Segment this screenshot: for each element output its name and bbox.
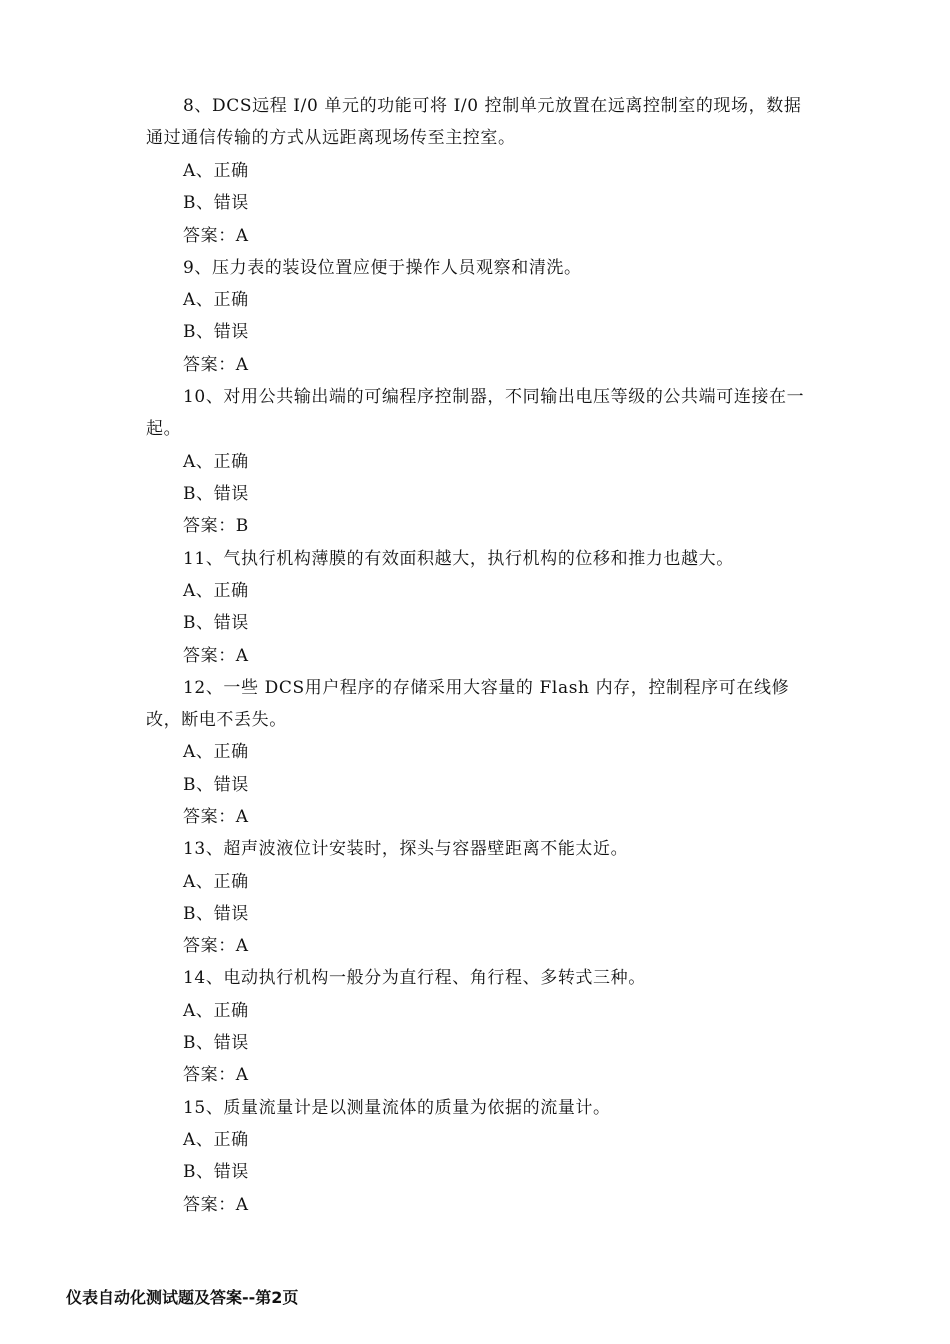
question-8-option-a: A、正确 [183,161,249,181]
question-11-answer: 答案：A [183,646,249,666]
question-9-text: 9、压力表的装设位置应便于操作人员观察和清洗。 [183,258,582,278]
question-12-text: 12、一些 DCS用户程序的存储采用大容量的 Flash 内存，控制程序可在线修改，断电不丢失。 [146,678,790,731]
question-12-option-a: A、正确 [183,742,249,762]
question-9-option-b: B、错误 [183,322,249,342]
question-11-text: 11、气执行机构薄膜的有效面积越大，执行机构的位移和推力也越大。 [183,549,734,569]
question-10-option-a: A、正确 [183,452,249,472]
question-15-text: 15、质量流量计是以测量流体的质量为依据的流量计。 [183,1098,611,1118]
question-10-text: 10、对用公共输出端的可编程序控制器，不同输出电压等级的公共端可连接在一起。 [146,387,805,440]
question-15-option-a: A、正确 [183,1130,249,1150]
question-14-option-b: B、错误 [183,1033,249,1053]
page-footer: 仪表自动化测试题及答案--第2页 [66,1288,299,1307]
question-14-text: 14、电动执行机构一般分为直行程、角行程、多转式三种。 [183,968,646,988]
question-11-option-a: A、正确 [183,581,249,601]
question-8-text: 8、DCS远程 I/0 单元的功能可将 I/0 控制单元放置在远离控制室的现场，数据通过通信传输的方式从远距离现场传至主控室。 [146,96,802,149]
question-13-text: 13、超声波液位计安装时，探头与容器壁距离不能太近。 [183,839,629,859]
question-9-option-a: A、正确 [183,290,249,310]
question-15-answer: 答案：A [183,1195,249,1215]
question-13-answer: 答案：A [183,936,249,956]
question-8-option-b: B、错误 [183,193,249,213]
question-9-answer: 答案：A [183,355,249,375]
question-15-option-b: B、错误 [183,1162,249,1182]
question-13-option-b: B、错误 [183,904,249,924]
question-13-option-a: A、正确 [183,872,249,892]
question-12-option-b: B、错误 [183,775,249,795]
question-8-answer: 答案：A [183,226,249,246]
question-10-option-b: B、错误 [183,484,249,504]
question-11-option-b: B、错误 [183,613,249,633]
question-14-answer: 答案：A [183,1065,249,1085]
question-10-answer: 答案：B [183,516,249,536]
question-14-option-a: A、正确 [183,1001,249,1021]
question-12-answer: 答案：A [183,807,249,827]
